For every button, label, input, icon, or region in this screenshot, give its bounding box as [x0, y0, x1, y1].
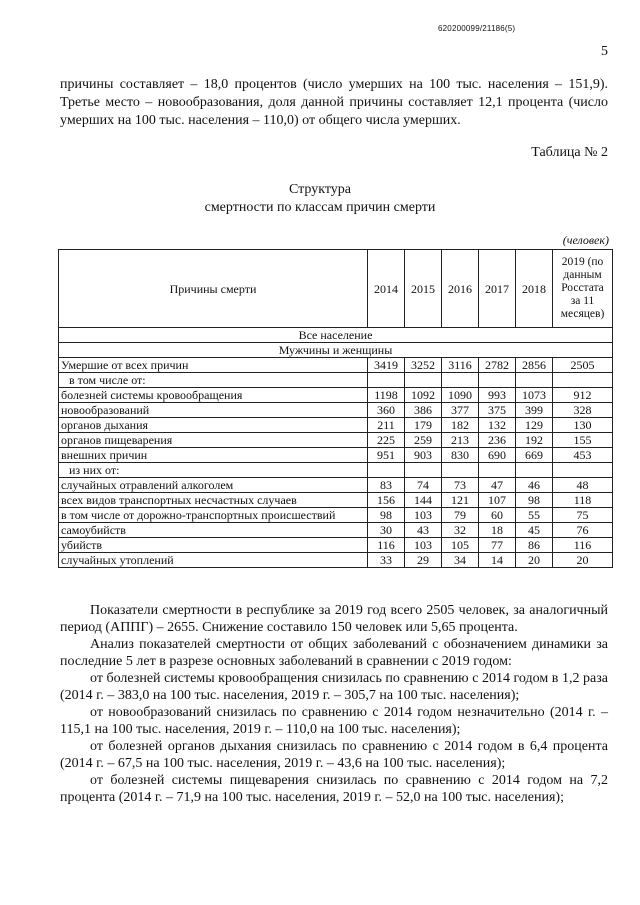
value-cell: 121 — [442, 493, 479, 508]
table-row — [59, 358, 613, 373]
value-cell: 132 — [479, 418, 516, 433]
body-paragraph: Показатели смертности в республике за 2019 год всего 2505 человек, за аналогичный период (АППГ) – 2655. Снижение составило 150 человек или 5,65 процента. — [60, 603, 608, 635]
value-cell: 951 — [368, 448, 405, 463]
value-cell: 129 — [516, 418, 553, 433]
value-cell: 79 — [442, 508, 479, 523]
table-row — [59, 388, 613, 403]
value-cell: 103 — [405, 538, 442, 553]
value-cell — [368, 463, 405, 478]
value-cell: 375 — [479, 403, 516, 418]
value-cell: 45 — [516, 523, 553, 538]
value-cell: 453 — [553, 448, 613, 463]
header-year-2016: 2016 — [442, 250, 479, 328]
body-paragraph: от болезней системы пищеварения снизилась по сравнению с 2014 годом на 7,2 процента (2014 г. – 71,9 на 100 тыс. населения, 2019 г. – 52,0 на 100 тыс. населения); — [60, 773, 608, 805]
value-cell — [368, 373, 405, 388]
value-cell: 3252 — [405, 358, 442, 373]
cause-label: случайных утоплений — [59, 553, 368, 568]
value-cell — [442, 373, 479, 388]
value-cell: 32 — [442, 523, 479, 538]
value-cell: 2856 — [516, 358, 553, 373]
cause-label: внешних причин — [59, 448, 368, 463]
value-cell: 118 — [553, 493, 613, 508]
value-cell: 386 — [405, 403, 442, 418]
value-cell — [553, 373, 613, 388]
value-cell: 20 — [516, 553, 553, 568]
table-number: Таблица № 2 — [531, 145, 608, 160]
value-cell: 74 — [405, 478, 442, 493]
value-cell: 47 — [479, 478, 516, 493]
value-cell: 3419 — [368, 358, 405, 373]
cause-label: новообразований — [59, 403, 368, 418]
value-cell: 73 — [442, 478, 479, 493]
value-cell: 1090 — [442, 388, 479, 403]
value-cell: 34 — [442, 553, 479, 568]
value-cell — [516, 373, 553, 388]
value-cell: 236 — [479, 433, 516, 448]
value-cell: 116 — [553, 538, 613, 553]
table-row — [59, 538, 613, 553]
value-cell: 225 — [368, 433, 405, 448]
value-cell: 993 — [479, 388, 516, 403]
value-cell: 77 — [479, 538, 516, 553]
value-cell: 3116 — [442, 358, 479, 373]
header-year-2019: 2019 (по данным Росстата за 11 месяцев) — [553, 250, 613, 328]
value-cell: 2782 — [479, 358, 516, 373]
value-cell: 328 — [553, 403, 613, 418]
value-cell: 179 — [405, 418, 442, 433]
table-row — [59, 403, 613, 418]
value-cell — [516, 463, 553, 478]
value-cell: 29 — [405, 553, 442, 568]
value-cell: 98 — [368, 508, 405, 523]
value-cell: 1073 — [516, 388, 553, 403]
body-paragraph: от болезней системы кровообращения снизилась по сравнению с 2014 годом в 1,2 раза (2014 г. – 383,0 на 100 тыс. населения, 2019 г. – 305,7 на 100 тыс. населения); — [60, 671, 608, 703]
value-cell: 86 — [516, 538, 553, 553]
table-unit: (человек) — [562, 233, 609, 247]
header-causes: Причины смерти — [59, 250, 368, 328]
value-cell — [442, 463, 479, 478]
table-header-row — [59, 250, 613, 328]
value-cell — [553, 463, 613, 478]
value-cell: 399 — [516, 403, 553, 418]
value-cell: 912 — [553, 388, 613, 403]
cause-label: всех видов транспортных несчастных случаев — [59, 493, 368, 508]
value-cell: 75 — [553, 508, 613, 523]
value-cell: 690 — [479, 448, 516, 463]
value-cell — [405, 373, 442, 388]
value-cell: 20 — [553, 553, 613, 568]
value-cell: 46 — [516, 478, 553, 493]
cause-label: из них от: — [59, 463, 368, 478]
cause-label: Умершие от всех причин — [59, 358, 368, 373]
section-row-all — [59, 328, 613, 343]
value-cell: 14 — [479, 553, 516, 568]
value-cell: 211 — [368, 418, 405, 433]
value-cell: 105 — [442, 538, 479, 553]
value-cell: 144 — [405, 493, 442, 508]
section-all-population: Все население — [59, 328, 613, 343]
table-row — [59, 463, 613, 478]
table-row — [59, 448, 613, 463]
value-cell: 830 — [442, 448, 479, 463]
table-row — [59, 373, 613, 388]
cause-label: органов пищеварения — [59, 433, 368, 448]
page-number: 5 — [601, 44, 608, 59]
header-year-2014: 2014 — [368, 250, 405, 328]
value-cell: 156 — [368, 493, 405, 508]
mortality-table — [58, 249, 613, 568]
body-text — [60, 602, 608, 806]
value-cell: 33 — [368, 553, 405, 568]
cause-label: самоубийств — [59, 523, 368, 538]
cause-label: убийств — [59, 538, 368, 553]
value-cell: 107 — [479, 493, 516, 508]
table-subtitle: смертности по классам причин смерти — [204, 200, 436, 215]
table-title: Структура — [288, 182, 352, 197]
value-cell: 1092 — [405, 388, 442, 403]
value-cell: 377 — [442, 403, 479, 418]
table-row — [59, 418, 613, 433]
body-paragraph: от болезней органов дыхания снизилась по сравнению с 2014 годом в 6,4 процента (2014 г. – 67,5 на 100 тыс. населения, 2019 г. – 43,6 на 100 тыс. населения); — [60, 739, 608, 771]
cause-label: в том числе от дорожно-транспортных происшествий — [59, 508, 368, 523]
header-year-2015: 2015 — [405, 250, 442, 328]
intro-paragraph: причины составляет – 18,0 процентов (число умерших на 100 тыс. населения – 151,9). Третье место – новообразования, доля данной причины составляет 12,1 процента (число умерших на 100 тыс. населения – 110,0) от общего числа умерших. — [60, 77, 608, 128]
value-cell: 182 — [442, 418, 479, 433]
value-cell: 30 — [368, 523, 405, 538]
value-cell: 155 — [553, 433, 613, 448]
header-year-2017: 2017 — [479, 250, 516, 328]
value-cell: 259 — [405, 433, 442, 448]
table-row — [59, 508, 613, 523]
value-cell: 60 — [479, 508, 516, 523]
value-cell — [479, 373, 516, 388]
body-paragraph: Анализ показателей смертности от общих заболеваний с обозначением динамики за последние 5 лет в разрезе основных заболеваний в сравнении с 2019 годом: — [60, 637, 608, 669]
table-row — [59, 523, 613, 538]
value-cell: 1198 — [368, 388, 405, 403]
cause-label: в том числе от: — [59, 373, 368, 388]
table-row — [59, 433, 613, 448]
value-cell: 76 — [553, 523, 613, 538]
value-cell: 213 — [442, 433, 479, 448]
document-id: 620200099/21186(5) — [438, 24, 516, 33]
value-cell: 2505 — [553, 358, 613, 373]
value-cell: 903 — [405, 448, 442, 463]
value-cell: 130 — [553, 418, 613, 433]
header-year-2018: 2018 — [516, 250, 553, 328]
value-cell: 360 — [368, 403, 405, 418]
value-cell: 192 — [516, 433, 553, 448]
table-row — [59, 478, 613, 493]
section-row-sex — [59, 343, 613, 358]
value-cell: 116 — [368, 538, 405, 553]
body-paragraph: от новообразований снизилась по сравнению с 2014 годом незначительно (2014 г. – 115,1 на 100 тыс. населения, 2019 г. – 110,0 на 100 тыс. населения); — [60, 705, 608, 737]
table-row — [59, 493, 613, 508]
cause-label: болезней системы кровообращения — [59, 388, 368, 403]
value-cell: 103 — [405, 508, 442, 523]
value-cell: 83 — [368, 478, 405, 493]
value-cell: 18 — [479, 523, 516, 538]
table-row — [59, 553, 613, 568]
value-cell — [405, 463, 442, 478]
value-cell: 55 — [516, 508, 553, 523]
value-cell: 669 — [516, 448, 553, 463]
cause-label: случайных отравлений алкоголем — [59, 478, 368, 493]
value-cell — [479, 463, 516, 478]
value-cell: 48 — [553, 478, 613, 493]
section-men-women: Мужчины и женщины — [59, 343, 613, 358]
value-cell: 43 — [405, 523, 442, 538]
cause-label: органов дыхания — [59, 418, 368, 433]
value-cell: 98 — [516, 493, 553, 508]
